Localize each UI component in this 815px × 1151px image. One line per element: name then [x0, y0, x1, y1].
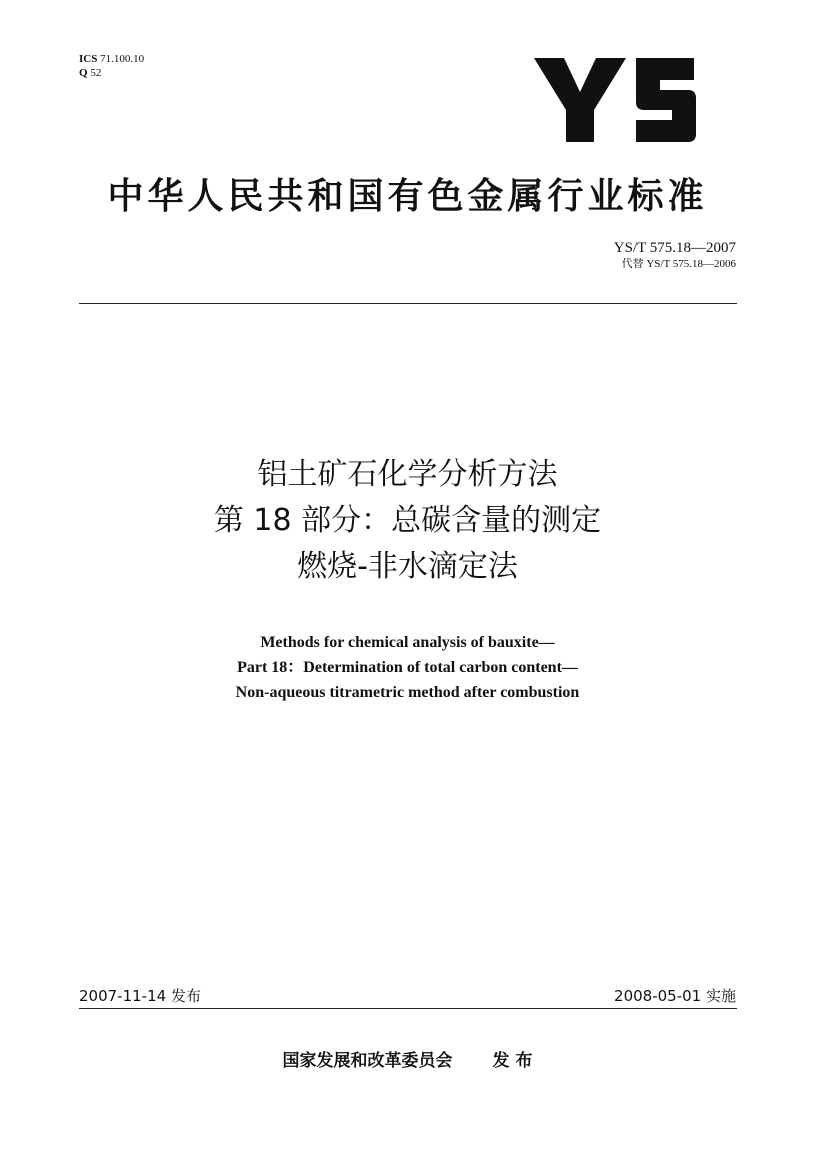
footer-divider: [79, 1008, 737, 1009]
svg-text:YS: YS: [530, 52, 532, 53]
ccs-line: [79, 66, 144, 80]
issuer-action: 发 布: [492, 1051, 533, 1071]
implementation-date: 2008-05-01 实施: [614, 987, 736, 1005]
classification-codes: [79, 52, 144, 80]
ics-value: 71.100.10: [100, 53, 145, 65]
standard-body-title: 中华人民共和国有色金属行业标准: [107, 176, 708, 217]
issuer-name: 国家发展和改革委员会: [282, 1051, 453, 1071]
ics-label: ICS: [79, 53, 98, 65]
issuer-line: [0, 1046, 815, 1071]
english-title-line-1: Methods for chemical analysis of bauxite—: [260, 634, 555, 651]
header-divider: [79, 303, 737, 304]
replaces-note: 代替 YS/T 575.18—2006: [621, 258, 736, 270]
english-title-line-3: Non-aqueous titrametric method after combustion: [235, 684, 580, 701]
ys-logo: [530, 52, 700, 148]
ccs-label: Q: [79, 67, 88, 79]
english-title: [0, 630, 815, 705]
standard-code: YS/T 575.18—2007: [613, 240, 736, 256]
chinese-title: [0, 452, 815, 590]
ics-line: [79, 52, 144, 66]
standard-number-block: [614, 240, 736, 271]
chinese-title-line-3: 燃烧-非水滴定法: [297, 549, 518, 584]
english-title-line-2: Part 18：Determination of total carbon content—: [237, 659, 578, 676]
chinese-title-line-2: 第 18 部分：总碳含量的测定: [213, 503, 602, 538]
ccs-value: 52: [90, 67, 102, 79]
chinese-title-line-1: 铝土矿石化学分析方法: [257, 457, 558, 492]
issue-date: 2007-11-14 发布: [79, 987, 201, 1005]
